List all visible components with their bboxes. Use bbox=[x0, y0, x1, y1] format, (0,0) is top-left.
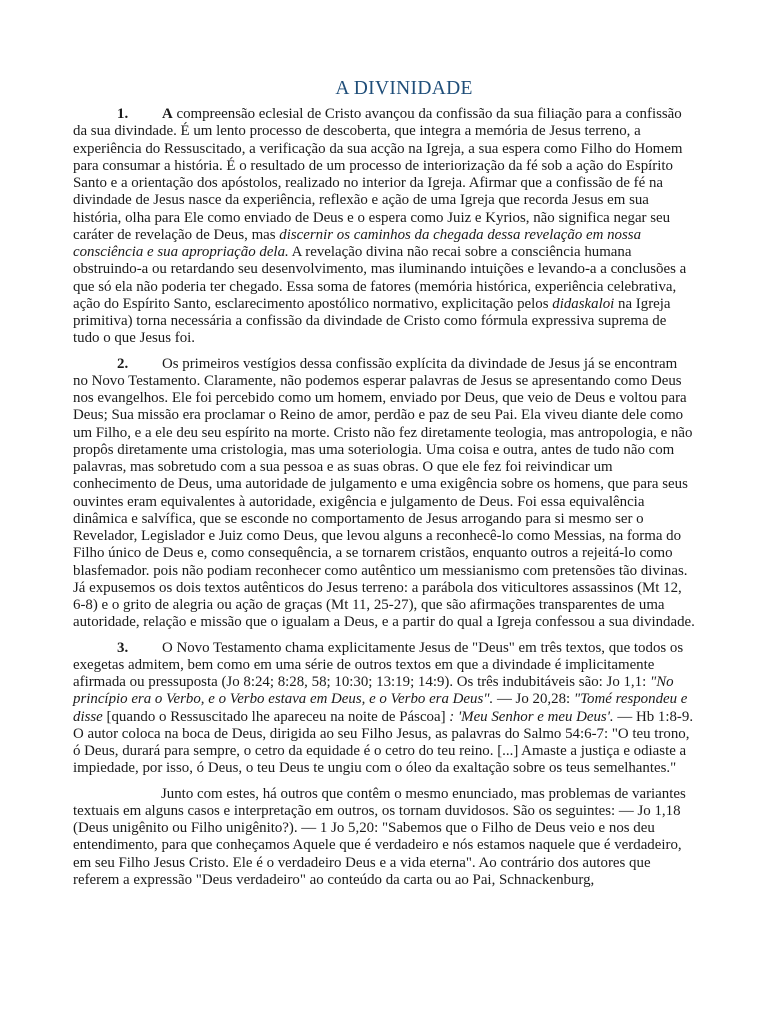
paragraph-text: Junto com estes, há outros que contêm o mesmo enunciado, mas problemas de variantes textuais em alguns casos e interpretação em outros, os tornam duvidosos. São os seguintes: — Jo 1,18 (Deus unigênito ou Filho unigênito?). — 1 Jo 5,20: "Sabemos que o Filho de Deus veio e nos deu entendimento, para que conheçamos Aquele que é verdadeiro e nós estamos naquele que é verdadeiro, em seu Filho Jesus Cristo. Ele é o verdadeiro Deus e a vida eterna". Ao contrário dos autores que referem a expressão "Deus verdadeiro" ao conteúdo da carta ou ao Pai, Schnackenburg, bbox=[73, 785, 686, 888]
paragraph-text: compreensão eclesial de Cristo avançou da confissão da sua filiação para a confissão da sua divindade. É um lento processo de descoberta, que integra a memória de Jesus terreno, a experiência do Ressuscitado, a verificação da sua acção na Igreja, a sua espera como Filho do Homem para consumar a história. É o resultado de um processo de interiorização da fé sob a ação do Espírito Santo e a orientação dos apóstolos, realizado no interior da Igreja. Afirmar que a confissão de fé na divindade de Jesus nasce da experiência, reflexão e ação de uma Igreja que recorda Jesus em sua história, olha para Ele como enviado de Deus e o espera como Juiz e Kyrios, não significa negar seu caráter de revelação de Deus, mas bbox=[73, 106, 683, 243]
paragraph-lead: A bbox=[162, 106, 173, 122]
paragraph-text: — Hb 1:8-9. O autor coloca na boca de Deus, dirigida ao seu Filho Jesus, as palavras do Salmo 54:6-7: "O teu trono, ó Deus, durará para sempre, o cetro da equidade é o cetro do teu reino. [...] Amaste a justiça e odiaste a impiedade, por isso, ó Deus, o teu Deus te ungiu com o óleo da exaltação sobre os teus semelhantes." bbox=[73, 708, 694, 777]
paragraph-text: na Igreja primitiva) torna necessária a confissão da divindade de Cristo como fórmula expressiva suprema de tudo o que Jesus foi. bbox=[73, 295, 671, 347]
paragraph-number: 1. bbox=[117, 106, 129, 122]
italic-term: didaskaloi bbox=[552, 295, 615, 312]
italic-quote: "No princípio era o Verbo, e o Verbo estava em Deus, e o Verbo era Deus". bbox=[73, 674, 674, 708]
paragraph-number: 2. bbox=[117, 355, 129, 372]
paragraph-1 bbox=[73, 106, 695, 348]
paragraph-text: [quando o Ressuscitado lhe apareceu na noite de Páscoa] bbox=[102, 708, 450, 725]
italic-phrase: discernir os caminhos da chegada dessa revelação em nossa consciência e sua apropriação dela. bbox=[73, 226, 642, 260]
paragraph-2 bbox=[73, 356, 695, 632]
paragraph-text: A revelação divina não recai sobre a consciência humana obstruindo-a ou retardando seu desenvolvimento, mas iluminando intuições e levando-a a conclusões a que só ela não poderia ter chegado. Essa soma de fatores (memória histórica, experiência celebrativa, ação do Espírito Santo, esclarecimento apostólico normativo, explicitação pelos bbox=[73, 244, 687, 312]
paragraph-text: Os primeiros vestígios dessa confissão explícita da divindade de Jesus já se encontram no Novo Testamento. Claramente, não podemos esperar palavras de Jesus se apresentando como Deus nos evangelhos. Ele foi percebido como um homem, enviado por Deus, que veio de Deus e voltou para Deus; Sua missão era proclamar o Reino de amor, perdão e paz de seu Pai. Ela viveu diante dele como um Filho, e a ele deu seu espírito na morte. Cristo não fez diretamente teologia, mas antropologia, e não propôs diretamente uma cristologia, mas uma soteriologia. Uma coisa e outra, antes de tudo não com palavras, mas sobretudo com a sua pessoa e as suas obras. O que ele fez foi reivindicar um conhecimento de Deus, uma autoridade de julgamento e uma exigência sobre os homens, que para seus ouvintes eram equivalentes à autoridade, exigência e julgamento de Deus. Foi essa equivalência dinâmica e salvífica, que se esconde no comportamento de Jesus arrogando para si mesmo ser o Revelador, Legislador e Juiz como Deus, que levou alguns a reconhecê-lo como Messias, na forma do Filho único de Deus e, como consequência, a se tornarem cristãos, enquanto outros a rejeitá-lo como blasfemador. pois não podiam reconhecer como autêntico um messianismo com pretensões tão divinas. Já expusemos os dois textos autênticos do Jesus terreno: a parábola dos viticultores assassinos (Mt 12, 6-8) e o grito de alegria ou ação de graças (Mt 11, 25-27), que são afirmações transparentes de uma autoridade, relação e missão que o igualam a Deus, e a partir do qual a Igreja confessou a sua divindade. bbox=[73, 355, 695, 631]
paragraph-text: O Novo Testamento chama explicitamente Jesus de "Deus" em três textos, que todos os exegetas admitem, bem como em uma série de outros textos em que a divindade é implicitamente afirmada ou pressuposta (Jo 8:24; 8:28, 58; 10:30; 13:19; 14:9). Os três indubitáveis são: Jo 1,1: bbox=[73, 639, 684, 690]
page-title: A DIVINIDADE bbox=[335, 78, 473, 99]
paragraph-text: — Jo 20,28: bbox=[493, 691, 574, 708]
italic-quote: "Tomé respondeu e disse bbox=[73, 691, 688, 725]
paragraph-3 bbox=[73, 640, 695, 778]
paragraph-4 bbox=[73, 786, 695, 890]
italic-quote: : 'Meu Senhor e meu Deus'. bbox=[449, 708, 614, 725]
paragraph-number: 3. bbox=[117, 639, 129, 656]
